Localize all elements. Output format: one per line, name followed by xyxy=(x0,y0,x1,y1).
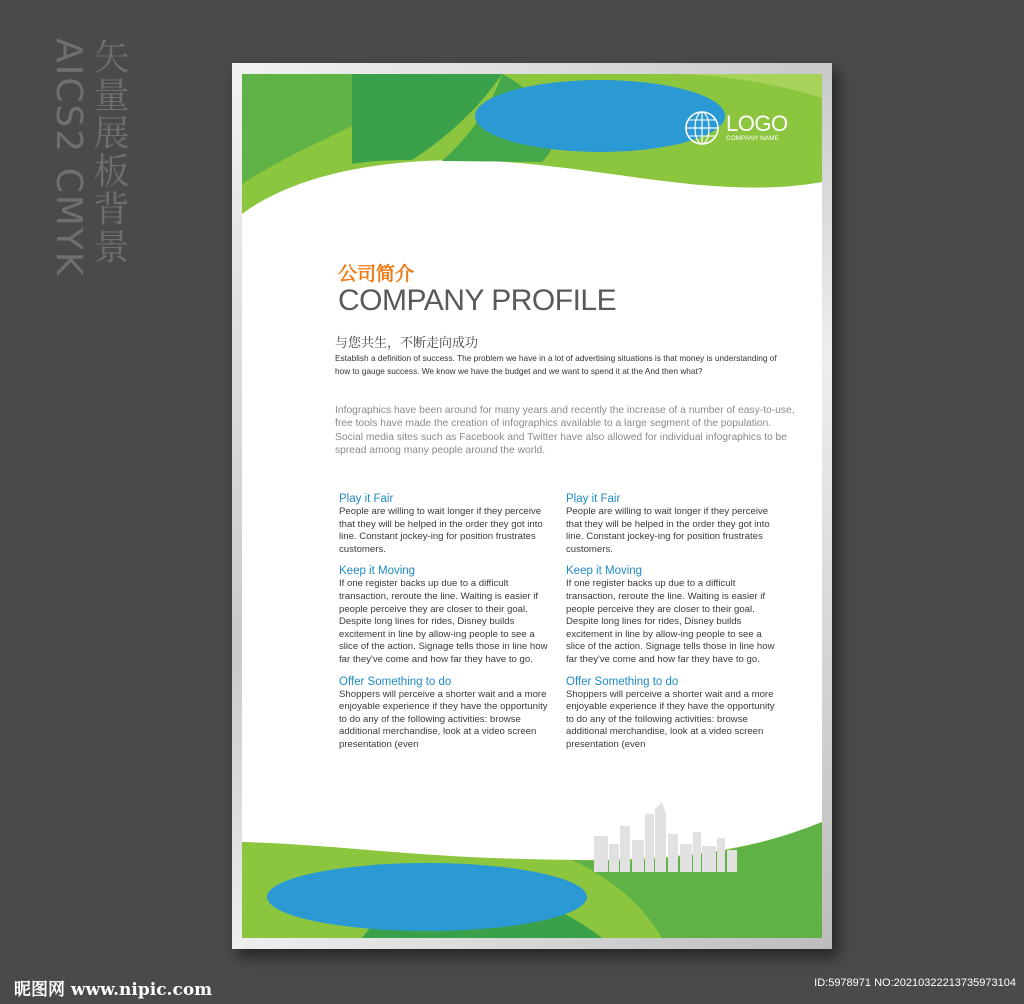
section-body: Shoppers will perceive a shorter wait and a more enjoyable experience if they have the opportunity to do any of the following activities: browse additional merchandise, look at a video screen presentation (even xyxy=(566,688,775,750)
section-body: If one register backs up due to a difficult transaction, reroute the line. Waiting is easier if people perceive they are closer to their goal. Despite long lines for rides, Disney builds excitement in line by allow-ing people to see a slice of the action. Signage tells those in line how far they've come and how far they have to go. xyxy=(339,578,548,665)
section-title: Keep it Moving xyxy=(339,565,416,578)
subtitle-chinese: 与您共生，不断走向成功 xyxy=(335,336,479,351)
logo xyxy=(684,110,788,146)
city-skyline-icon xyxy=(594,802,737,872)
logo-main-text: LOGO xyxy=(726,111,788,136)
section-body: People are willing to wait longer if they perceive that they will be helped in the order they got into line. Constant jockey-ing for position frustrates customers. xyxy=(339,506,543,555)
section-title: Offer Something to do xyxy=(566,675,679,688)
section-offer-something xyxy=(566,675,776,752)
watermark-line-2: AICS2 CMYK xyxy=(48,38,89,278)
section-keep-it-moving xyxy=(566,564,776,666)
right-column xyxy=(566,492,776,760)
section-title: Offer Something to do xyxy=(339,675,452,688)
intro-paragraph-1: Establish a definition of success. The problem we have in a lot of advertising situations is that money is understanding of how to gauge success. We know we have the budget and we want to spend it at the And then what? xyxy=(335,353,777,376)
title-chinese: 公司简介 xyxy=(338,263,415,285)
watermark-line-1: 矢量展板背景 xyxy=(88,38,129,266)
globe-icon xyxy=(684,110,720,146)
section-play-it-fair xyxy=(339,492,549,556)
section-body: If one register backs up due to a difficult transaction, reroute the line. Waiting is easier if people perceive they are closer to their goal. Despite long lines for rides, Disney builds excitement in line by allow-ing people to see a slice of the action. Signage tells those in line how far they've come and how far they have to go. xyxy=(566,578,775,665)
section-keep-it-moving xyxy=(339,564,549,666)
section-body: People are willing to wait longer if they perceive that they will be helped in the order they got into line. Constant jockey-ing for position frustrates customers. xyxy=(566,506,770,555)
watermark-text xyxy=(48,38,128,277)
intro-paragraph-2: Infographics have been around for many years and recently the increase of a number of easy-to-use, free tools have made the creation of infographics available to a large segment of the population. Social media sites such as Facebook and Twitter have also allowed for individual infographics to be spread among many people around the world. xyxy=(335,405,795,457)
section-body: Shoppers will perceive a shorter wait and a more enjoyable experience if they have the opportunity to do any of the following activities: browse additional merchandise, look at a video screen presentation (even xyxy=(339,688,548,750)
page-title: COMPANY PROFILE xyxy=(338,284,617,317)
poster xyxy=(242,74,822,938)
section-offer-something xyxy=(339,675,549,752)
left-column xyxy=(339,492,549,760)
site-watermark: 昵图网 www.nipic.com xyxy=(14,980,213,1000)
section-title: Play it Fair xyxy=(566,493,621,505)
logo-sub-text: COMPANY NAME xyxy=(726,135,779,142)
section-play-it-fair xyxy=(566,492,776,556)
image-id-text: ID:5978971 NO:20210322213735973104 xyxy=(814,977,1016,989)
section-title: Keep it Moving xyxy=(566,565,643,578)
section-title: Play it Fair xyxy=(339,493,394,505)
